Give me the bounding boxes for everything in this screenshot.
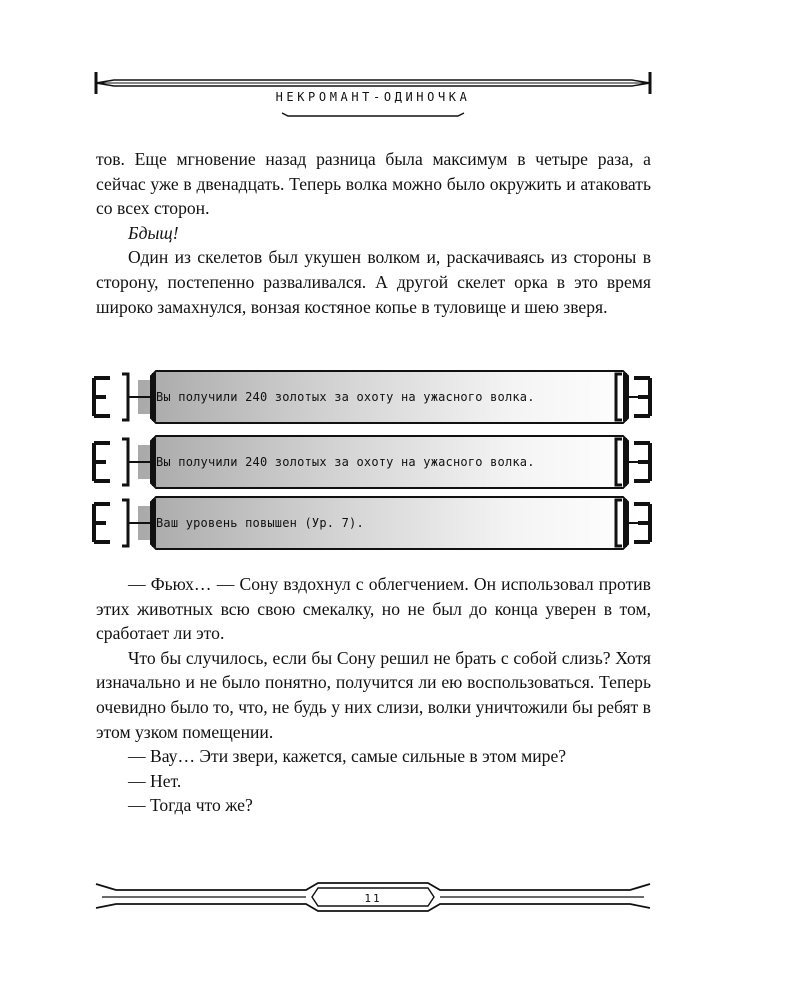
paragraph: — Тогда что же? — [128, 795, 253, 816]
body-text-top — [96, 147, 651, 319]
system-message — [88, 370, 656, 424]
system-message-text: Вы получили 240 золотых за охоту на ужасного волка. — [156, 390, 535, 404]
system-message-text: Ваш уровень повышен (Ур. 7). — [156, 516, 364, 530]
paragraph: тов. Еще мгновение назад разница была максимум в четыре раза, а сейчас уже в двенадцать. Теперь волка можно было окружить и атаковать со всех сторон. — [96, 149, 651, 219]
interjection: Бдыщ! — [128, 222, 179, 243]
system-message-text: Вы получили 240 золотых за охоту на ужасного волка. — [156, 455, 535, 469]
page-header — [92, 68, 654, 118]
paragraph: — Нет. — [128, 770, 182, 791]
paragraph: — Фьюх… — Сону вздохнул с облегчением. Он использовал против этих животных всю свою смекалку, но не был до конца уверен в том, сработает ли это. — [96, 574, 651, 644]
paragraph: — Вау… Эти звери, кажется, самые сильные в этом мире? — [128, 746, 567, 767]
page-number: 11 — [364, 892, 382, 905]
paragraph-emphasis — [96, 221, 651, 246]
paragraph: Что бы случилось, если бы Сону решил не брать с собой слизь? Хотя изначально и не было понятно, получится ли ею воспользоваться. Теперь очевидно было то, что, не будь у них слизи, волки уничтожили бы ребят в этом узком помещении. — [96, 647, 651, 742]
body-text-bottom — [96, 572, 651, 818]
page-footer — [92, 880, 654, 916]
paragraph: Один из скелетов был укушен волком и, раскачиваясь из стороны в сторону, постепенно разваливался. А другой скелет орка в это время широко замахнулся, вонзая костяное копье в туловище и шею зверя. — [96, 247, 651, 317]
system-message — [88, 496, 656, 550]
running-title: НЕКРОМАНТ-ОДИНОЧКА — [275, 90, 471, 104]
system-message — [88, 435, 656, 489]
